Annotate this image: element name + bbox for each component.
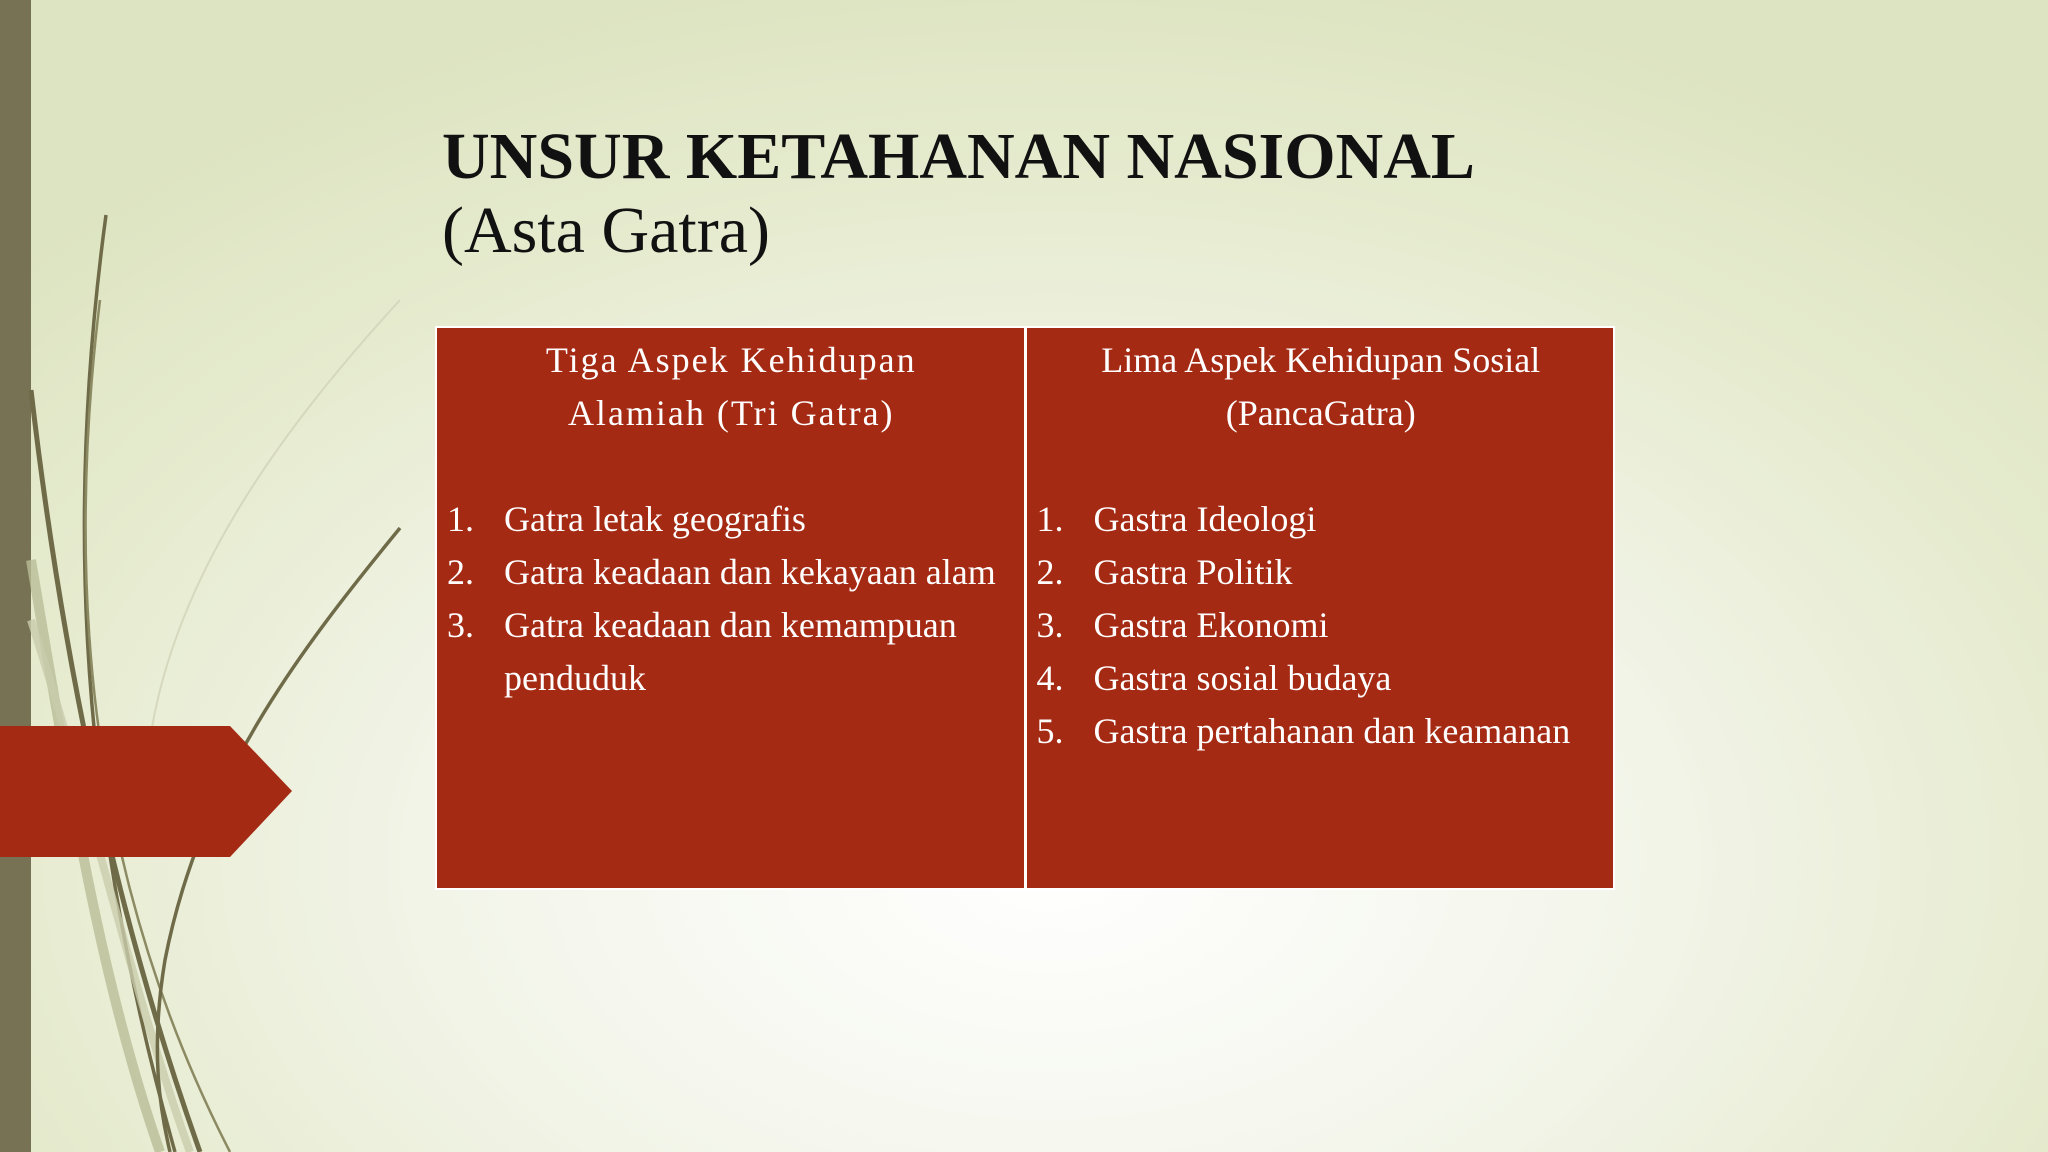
- table-column-panca-gatra: [1027, 328, 1614, 888]
- decorative-curves: [0, 0, 420, 1152]
- list-text: Gastra Politik: [1093, 552, 1293, 592]
- list-item: [447, 546, 1016, 599]
- column-list: [447, 493, 1016, 705]
- list-text: Gatra keadaan dan kekayaan alam: [504, 552, 996, 592]
- column-header-line-1: Lima Aspek Kehidupan Sosial: [1101, 340, 1541, 380]
- list-item: [447, 493, 1016, 546]
- list-text: Gastra Ekonomi: [1093, 605, 1329, 645]
- list-number: 4.: [1036, 658, 1064, 698]
- list-number: 3.: [1036, 605, 1064, 645]
- column-list: [1037, 493, 1606, 758]
- column-header: [1037, 334, 1606, 440]
- list-item: [1037, 599, 1606, 652]
- list-text: Gastra Ideologi: [1093, 499, 1317, 539]
- list-text: Gatra letak geografis: [504, 499, 806, 539]
- column-header-line-1: Tiga Aspek Kehidupan: [545, 340, 917, 380]
- slide-title: [442, 120, 1942, 268]
- title-subtitle: (Asta Gatra): [442, 193, 771, 267]
- list-number: 1.: [447, 499, 474, 539]
- column-header-line-2: Alamiah (Tri Gatra): [567, 393, 895, 433]
- list-text: Gastra pertahanan dan keamanan: [1093, 711, 1571, 751]
- list-item: [1037, 493, 1606, 546]
- list-item: [1037, 652, 1606, 705]
- column-header-line-2: (PancaGatra): [1225, 393, 1416, 433]
- list-item: [1037, 705, 1606, 758]
- title-main: UNSUR KETAHANAN NASIONAL: [442, 120, 1475, 193]
- list-number: 2.: [447, 552, 474, 592]
- column-header: [447, 334, 1016, 440]
- table-column-tri-gatra: [437, 328, 1024, 888]
- list-number: 1.: [1036, 499, 1064, 539]
- list-text: Gastra sosial budaya: [1093, 658, 1392, 698]
- list-item: [447, 599, 1016, 705]
- list-number: 5.: [1036, 711, 1064, 751]
- list-number: 2.: [1036, 552, 1064, 592]
- list-item: [1037, 546, 1606, 599]
- aspects-table: [435, 326, 1615, 890]
- list-text: Gatra keadaan dan kemampuan penduduk: [504, 605, 957, 698]
- list-number: 3.: [447, 605, 474, 645]
- arrow-tab-shape: [0, 726, 292, 857]
